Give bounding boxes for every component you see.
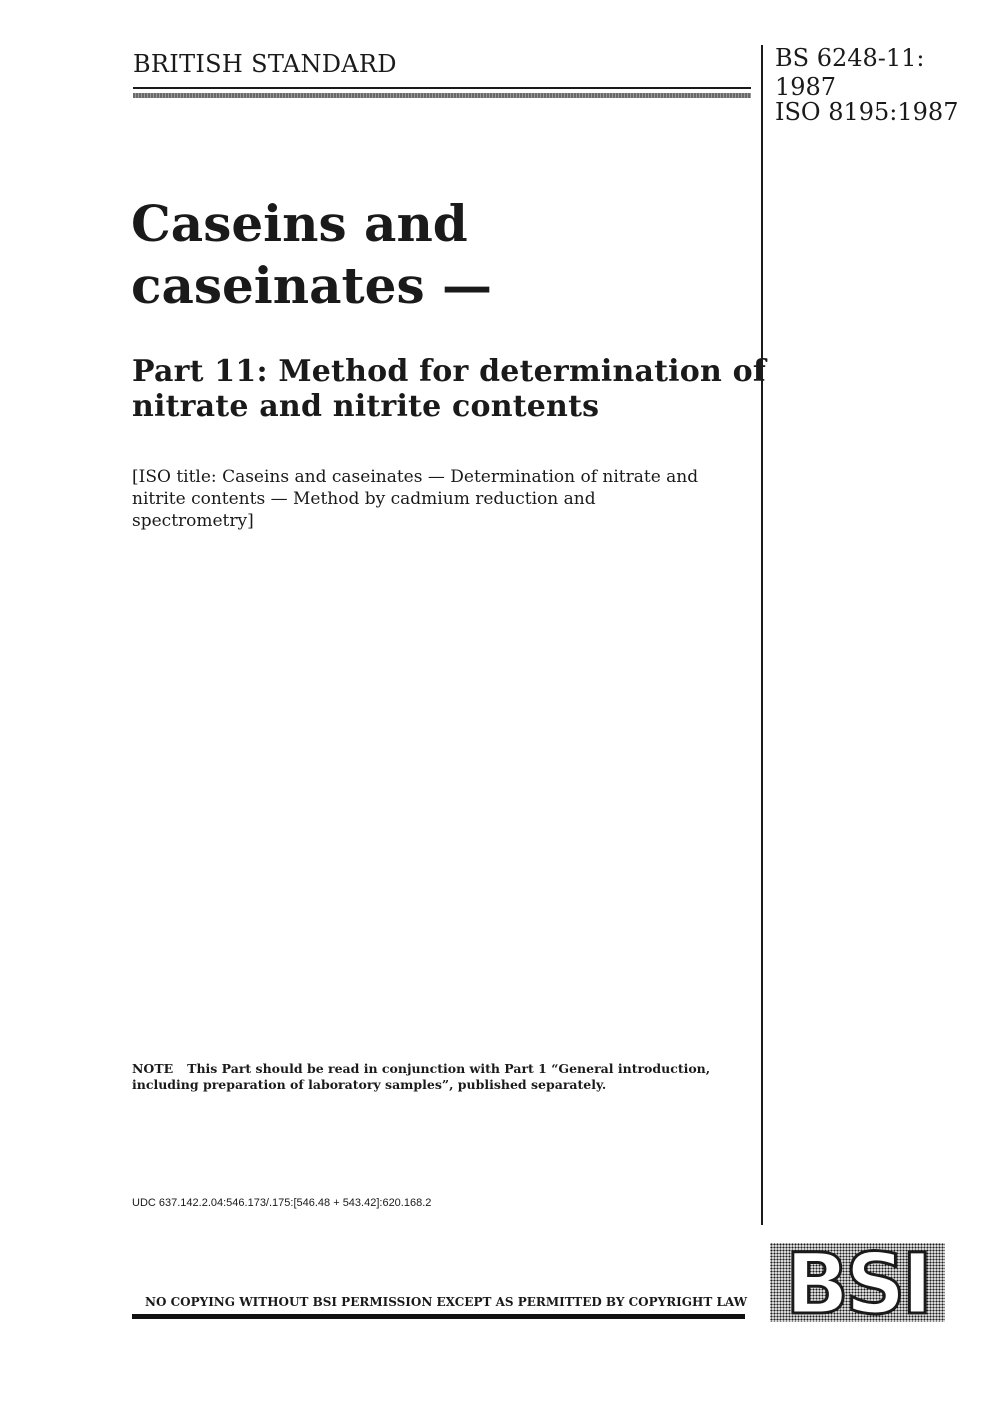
bsi-logo-icon xyxy=(770,1243,945,1322)
standard-number xyxy=(775,44,925,102)
iso-title xyxy=(132,466,698,532)
note xyxy=(132,1061,710,1093)
footer-rule xyxy=(132,1314,745,1319)
main-title xyxy=(131,193,492,317)
part-title-line1: Part 11: Method for determination of xyxy=(132,354,766,389)
note-text-line1: This Part should be read in conjunction with Part 1 “General introduction, xyxy=(187,1061,711,1076)
header-rule xyxy=(133,87,751,89)
main-title-line1: Caseins and xyxy=(131,194,468,253)
iso-title-line2: nitrite contents — Method by cadmium reduction and xyxy=(132,489,596,509)
margin-divider xyxy=(761,45,763,1225)
document-type-label: BRITISH STANDARD xyxy=(133,50,397,78)
standard-number-line1: BS 6248-11: xyxy=(775,44,925,72)
iso-number: ISO 8195:1987 xyxy=(775,98,959,126)
udc-classification: UDC 637.142.2.04:546.173/.175:[546.48 + 543.42]:620.168.2 xyxy=(132,1197,432,1209)
iso-title-line1: [ISO title: Caseins and caseinates — Determination of nitrate and xyxy=(132,467,699,487)
part-title xyxy=(132,354,766,424)
iso-title-line3: spectrometry] xyxy=(132,511,254,531)
bsi-logo-text: BSI xyxy=(785,1243,929,1322)
note-label: NOTE xyxy=(132,1061,174,1076)
main-title-line2: caseinates — xyxy=(131,256,493,315)
note-text-line2: including preparation of laboratory samples”, published separately. xyxy=(132,1077,607,1092)
note-line1 xyxy=(132,1061,710,1077)
standard-number-line2: 1987 xyxy=(775,73,837,101)
part-title-line2: nitrate and nitrite contents xyxy=(132,389,600,424)
header-shaded-rule xyxy=(133,93,751,98)
copyright-notice: NO COPYING WITHOUT BSI PERMISSION EXCEPT AS PERMITTED BY COPYRIGHT LAW xyxy=(145,1295,748,1309)
